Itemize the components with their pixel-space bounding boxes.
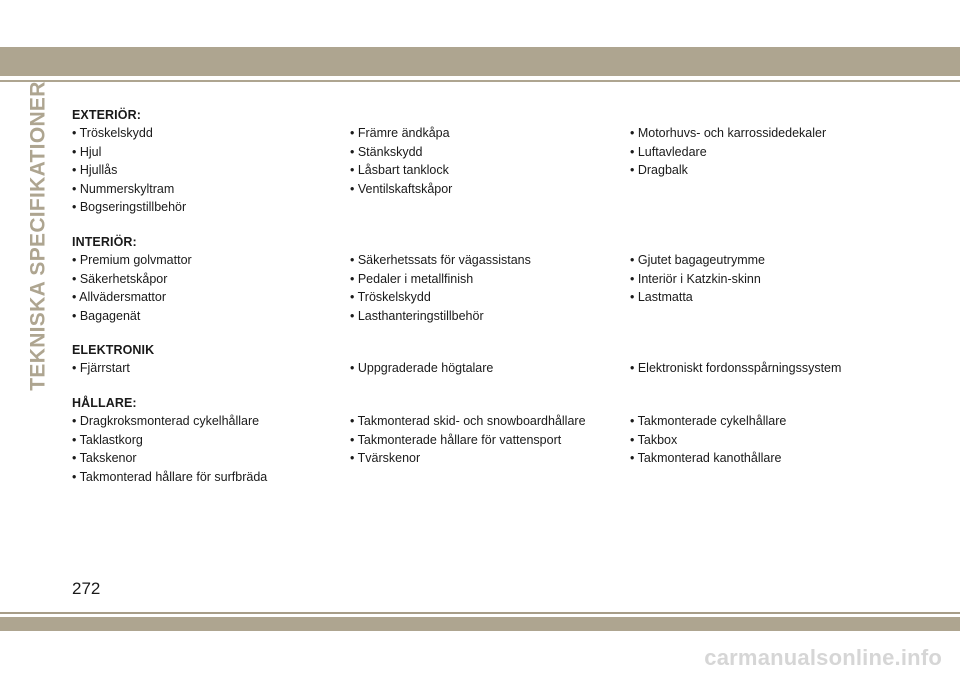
list-item: • Lasthanteringstillbehör bbox=[350, 308, 484, 323]
list-item: • Stänkskydd bbox=[350, 144, 423, 159]
item-grid bbox=[72, 124, 932, 217]
list-item: • Gjutet bagageutrymme bbox=[630, 252, 765, 267]
list-item: • Premium golvmattor bbox=[72, 252, 192, 267]
item-column bbox=[350, 251, 630, 325]
item-column bbox=[350, 124, 630, 217]
list-item: • Fjärrstart bbox=[72, 361, 130, 376]
section-title: ELEKTRONIK bbox=[72, 343, 155, 358]
list-item: • Takbox bbox=[630, 432, 678, 447]
list-item: • Dragbalk bbox=[630, 163, 688, 178]
list-item: • Takskenor bbox=[72, 451, 137, 466]
side-title bbox=[24, 81, 54, 391]
list-item: • Bagagenät bbox=[72, 308, 141, 323]
item-grid bbox=[72, 412, 932, 486]
list-item: • Hjullås bbox=[72, 163, 118, 178]
item-column bbox=[72, 124, 350, 217]
section bbox=[72, 106, 932, 217]
list-item: • Takmonterad kanothållare bbox=[630, 451, 782, 466]
list-item: • Allvädersmattor bbox=[72, 290, 166, 305]
item-grid bbox=[72, 251, 932, 325]
section bbox=[72, 394, 932, 486]
item-column bbox=[350, 412, 630, 486]
item-column bbox=[350, 359, 630, 378]
list-item: • Takmonterad hållare för surfbräda bbox=[72, 469, 268, 484]
list-item: • Tvärskenor bbox=[350, 451, 421, 466]
item-column bbox=[630, 359, 930, 378]
list-item: • Pedaler i metallfinish bbox=[350, 271, 474, 286]
list-item: • Tröskelskydd bbox=[350, 290, 431, 305]
list-item: • Motorhuvs- och karrossidedekaler bbox=[630, 126, 827, 140]
list-item: • Låsbart tanklock bbox=[350, 163, 449, 178]
list-item: • Tröskelskydd bbox=[72, 126, 153, 140]
header-rule bbox=[0, 80, 960, 82]
list-item: • Luftavledare bbox=[630, 144, 707, 159]
footer-band bbox=[0, 617, 960, 631]
page-number: 272 bbox=[72, 579, 101, 598]
list-item: • Hjul bbox=[72, 144, 102, 159]
side-title-text: TEKNISKA SPECIFIKATIONER bbox=[27, 81, 51, 391]
section bbox=[72, 233, 932, 325]
list-item: • Taklastkorg bbox=[72, 432, 143, 447]
list-item: • Lastmatta bbox=[630, 290, 693, 305]
list-item: • Nummerskyltram bbox=[72, 181, 175, 196]
item-column bbox=[72, 251, 350, 325]
section-title: EXTERIÖR: bbox=[72, 108, 141, 122]
list-item: • Takmonterad skid- och snowboardhållare bbox=[350, 413, 586, 428]
list-item: • Säkerhetskåpor bbox=[72, 271, 168, 286]
list-item: • Takmonterade hållare för vattensport bbox=[350, 432, 562, 447]
list-item: • Säkerhetssats för vägassistans bbox=[350, 252, 531, 267]
item-column bbox=[630, 124, 930, 217]
watermark: carmanualsonline.info bbox=[704, 645, 942, 670]
header-band bbox=[0, 47, 960, 76]
list-item: • Interiör i Katzkin-skinn bbox=[630, 271, 761, 286]
item-column bbox=[72, 359, 350, 378]
list-item: • Dragkroksmonterad cykelhållare bbox=[72, 413, 260, 428]
list-item: • Takmonterade cykelhållare bbox=[630, 413, 787, 428]
item-column bbox=[630, 412, 930, 486]
list-item: • Elektroniskt fordonsspårningssystem bbox=[630, 361, 842, 376]
section-title: INTERIÖR: bbox=[72, 234, 137, 249]
item-column bbox=[72, 412, 350, 486]
list-item: • Bogseringstillbehör bbox=[72, 200, 187, 215]
section bbox=[72, 341, 932, 378]
item-grid bbox=[72, 359, 932, 378]
list-item: • Uppgraderade högtalare bbox=[350, 361, 494, 376]
list-item: • Ventilskaftskåpor bbox=[350, 181, 453, 196]
spec-content bbox=[72, 106, 932, 502]
list-item: • Främre ändkåpa bbox=[350, 126, 450, 140]
footer-rule bbox=[0, 612, 960, 614]
item-column bbox=[630, 251, 930, 325]
section-title: HÅLLARE: bbox=[72, 395, 137, 410]
